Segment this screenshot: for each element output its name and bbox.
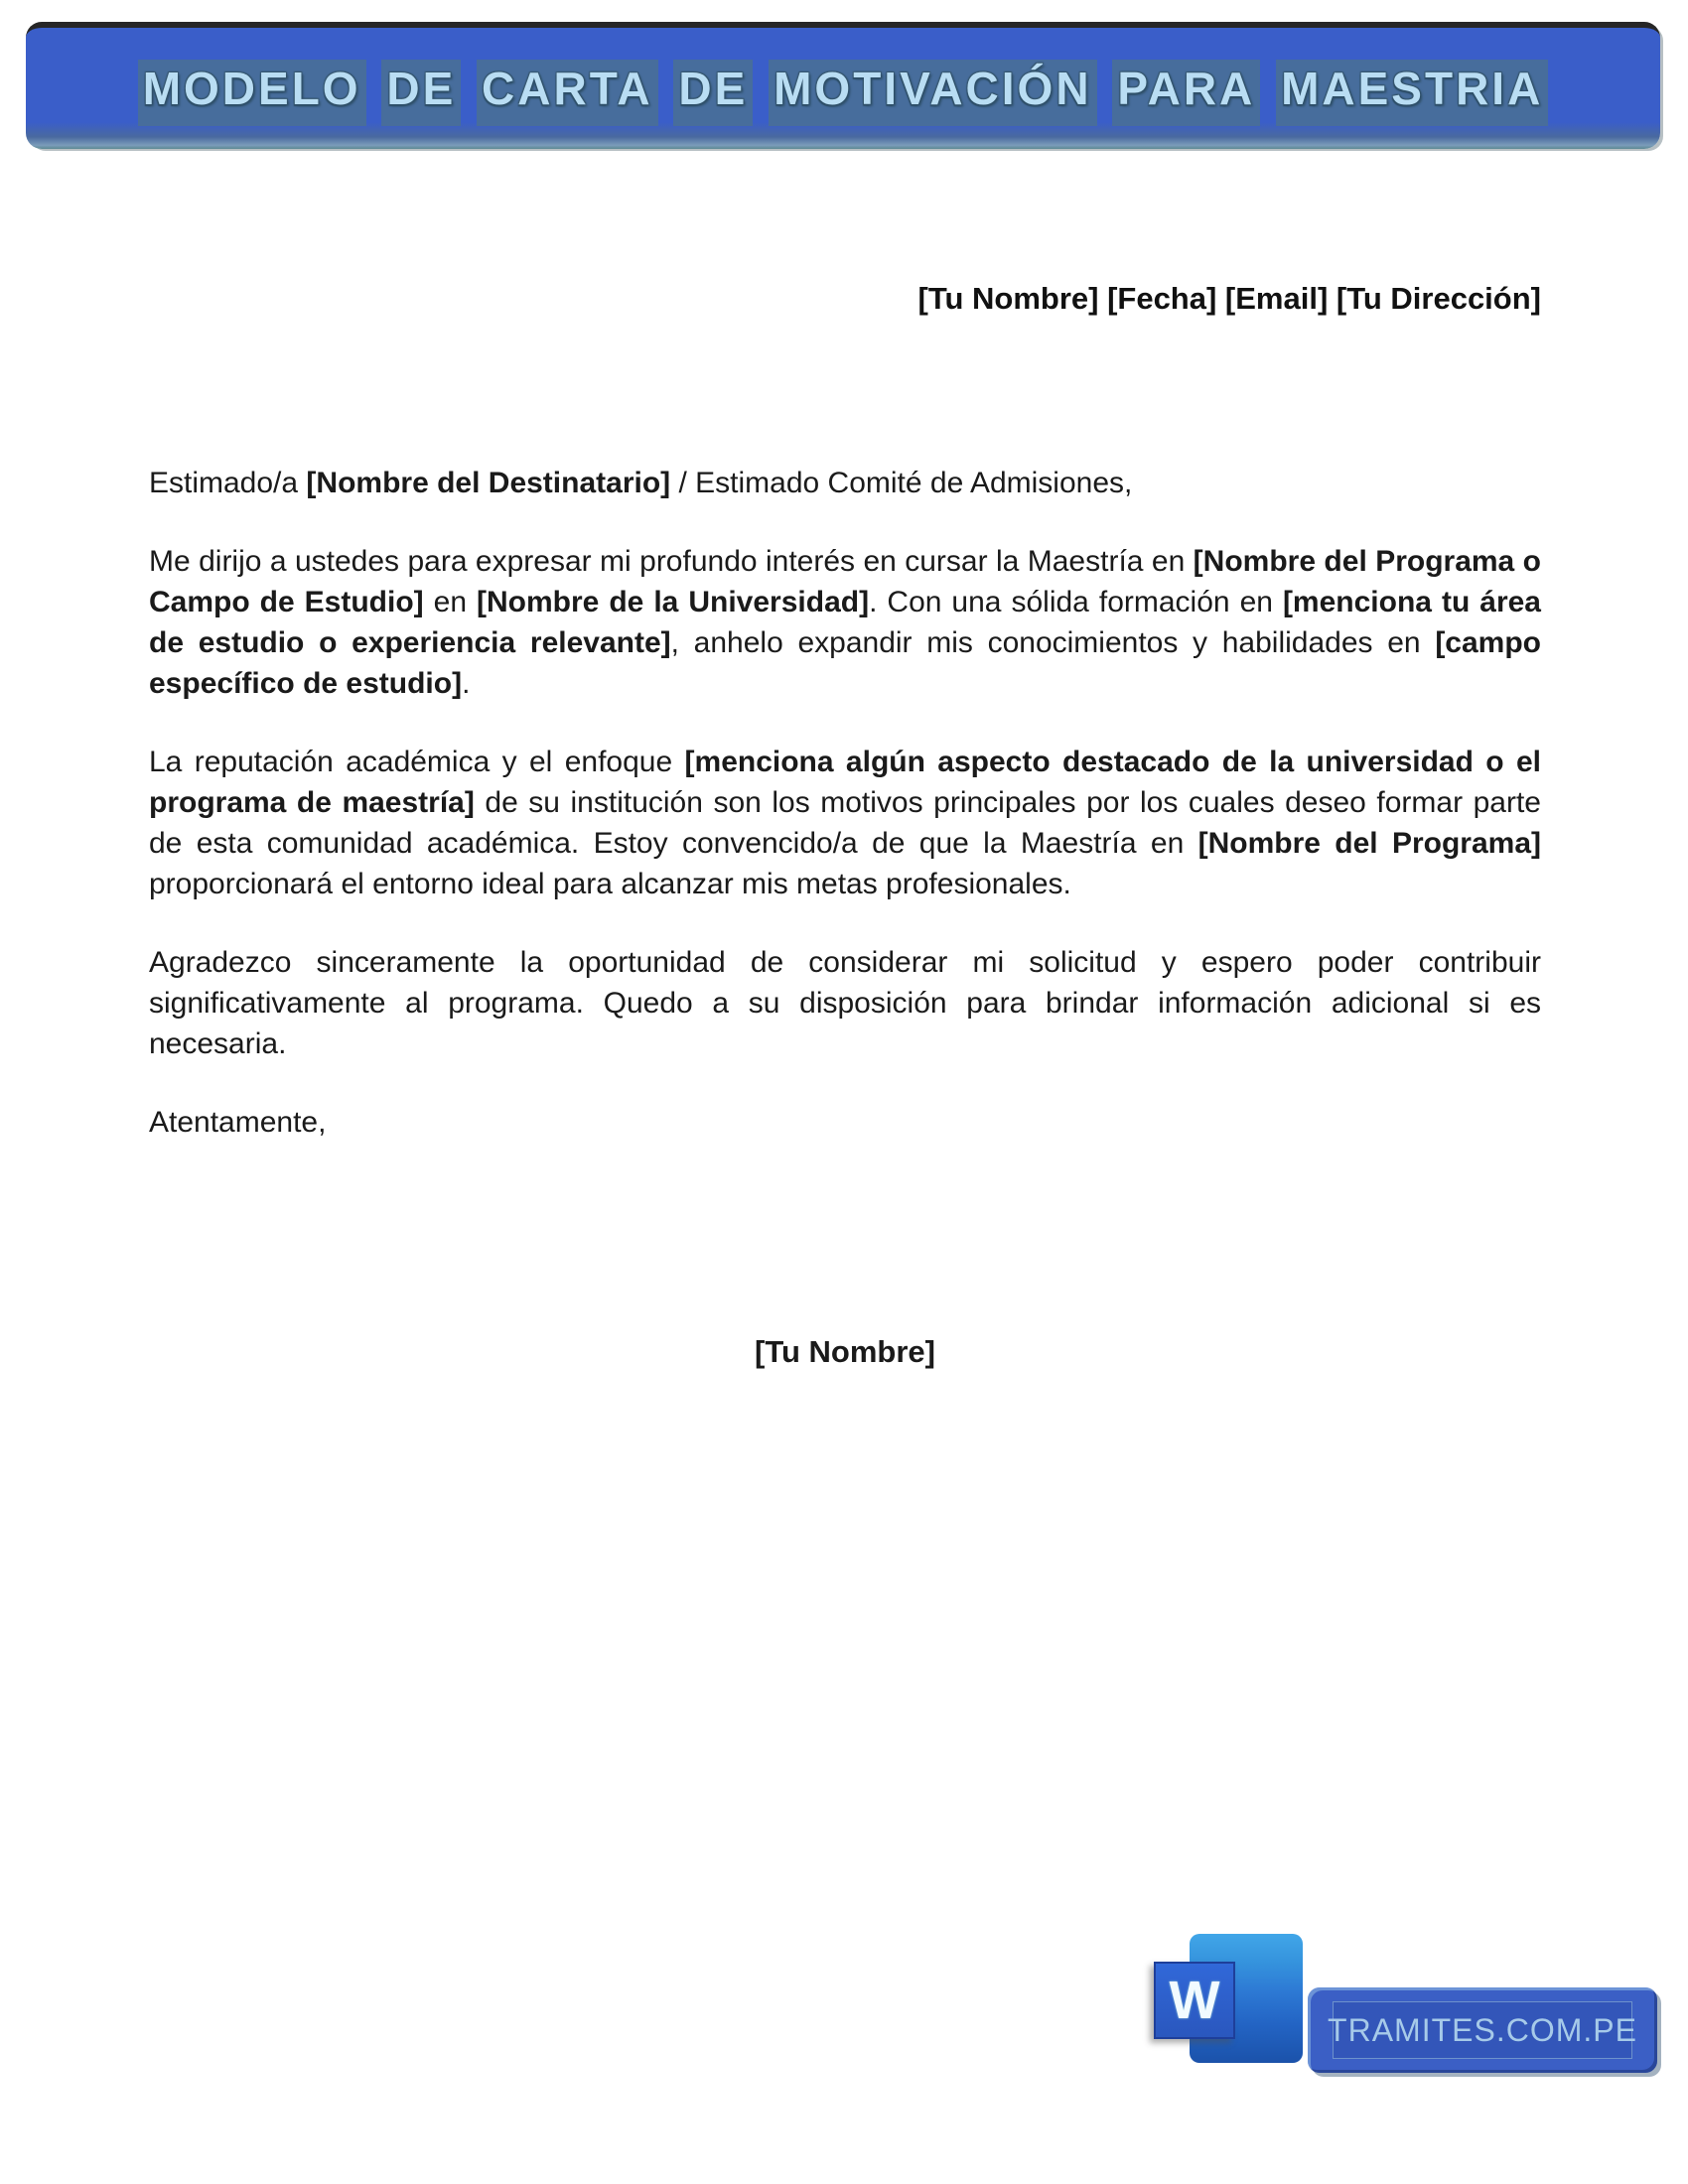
title-word: MOTIVACIÓN bbox=[769, 60, 1096, 126]
text-segment: Me dirijo a ustedes para expresar mi profundo interés en cursar la Maestría en bbox=[149, 545, 1194, 578]
text-segment: [Nombre del Destinatario] bbox=[306, 467, 671, 499]
title-word: CARTA bbox=[477, 60, 658, 126]
title-word: MODELO bbox=[138, 60, 366, 126]
text-segment: [Nombre de la Universidad] bbox=[477, 586, 870, 618]
text-segment: / Estimado Comité de Admisiones, bbox=[670, 467, 1133, 499]
signature-name: [Tu Nombre] bbox=[755, 1334, 935, 1369]
text-segment: [Nombre del Programa] bbox=[1197, 827, 1541, 860]
letter-body bbox=[149, 463, 1541, 1410]
text-segment: en bbox=[423, 586, 478, 618]
page-title bbox=[138, 62, 1549, 115]
text-segment: [Nombre del Programa o Campo de Estudio] bbox=[149, 545, 1541, 618]
text-segment: [menciona tu área de estudio o experiencia relevante] bbox=[149, 586, 1541, 659]
title-word: DE bbox=[673, 60, 753, 126]
text-segment: . Con una sólida formación en bbox=[869, 586, 1283, 618]
title-banner bbox=[26, 22, 1660, 149]
word-letter-glyph: W bbox=[1169, 1971, 1220, 2030]
text-segment: Agradezco sinceramente la oportunidad de considerar mi solicitud y espero poder contribuir significativamente al programa. Quedo a su disposición para brindar información adicional si es necesaria. bbox=[149, 946, 1541, 1060]
text-segment: proporcionará el entorno ideal para alcanzar mis metas profesionales. bbox=[149, 868, 1071, 900]
text-segment: , anhelo expandir mis conocimientos y habilidades en bbox=[670, 626, 1436, 659]
title-word: DE bbox=[381, 60, 461, 126]
paragraph-gratitude bbox=[149, 942, 1541, 1064]
paragraph-interest bbox=[149, 541, 1541, 704]
text-segment: de su institución son los motivos principales por los cuales deseo formar parte de esta comunidad académica. Estoy convencido/a de que la Maestría en bbox=[149, 786, 1541, 860]
text-segment: [campo específico de estudio] bbox=[149, 626, 1541, 700]
word-icon bbox=[1154, 1962, 1235, 2039]
closing-line: Atentamente, bbox=[149, 1106, 327, 1139]
title-word: MAESTRIA bbox=[1276, 60, 1548, 126]
paragraph-reputation bbox=[149, 742, 1541, 904]
text-segment: La reputación académica y el enfoque bbox=[149, 746, 685, 778]
site-badge bbox=[1308, 1987, 1657, 2073]
text-segment: Estimado/a bbox=[149, 467, 307, 499]
greeting-line bbox=[149, 463, 1541, 503]
text-segment: [menciona algún aspecto destacado de la universidad o el programa de maestría] bbox=[149, 746, 1541, 819]
site-badge-label: TRAMITES.COM.PE bbox=[1333, 2001, 1632, 2059]
title-word: PARA bbox=[1112, 60, 1260, 126]
text-segment: . bbox=[462, 667, 471, 700]
sender-info-line: [Tu Nombre] [Fecha] [Email] [Tu Dirección] bbox=[917, 281, 1541, 316]
